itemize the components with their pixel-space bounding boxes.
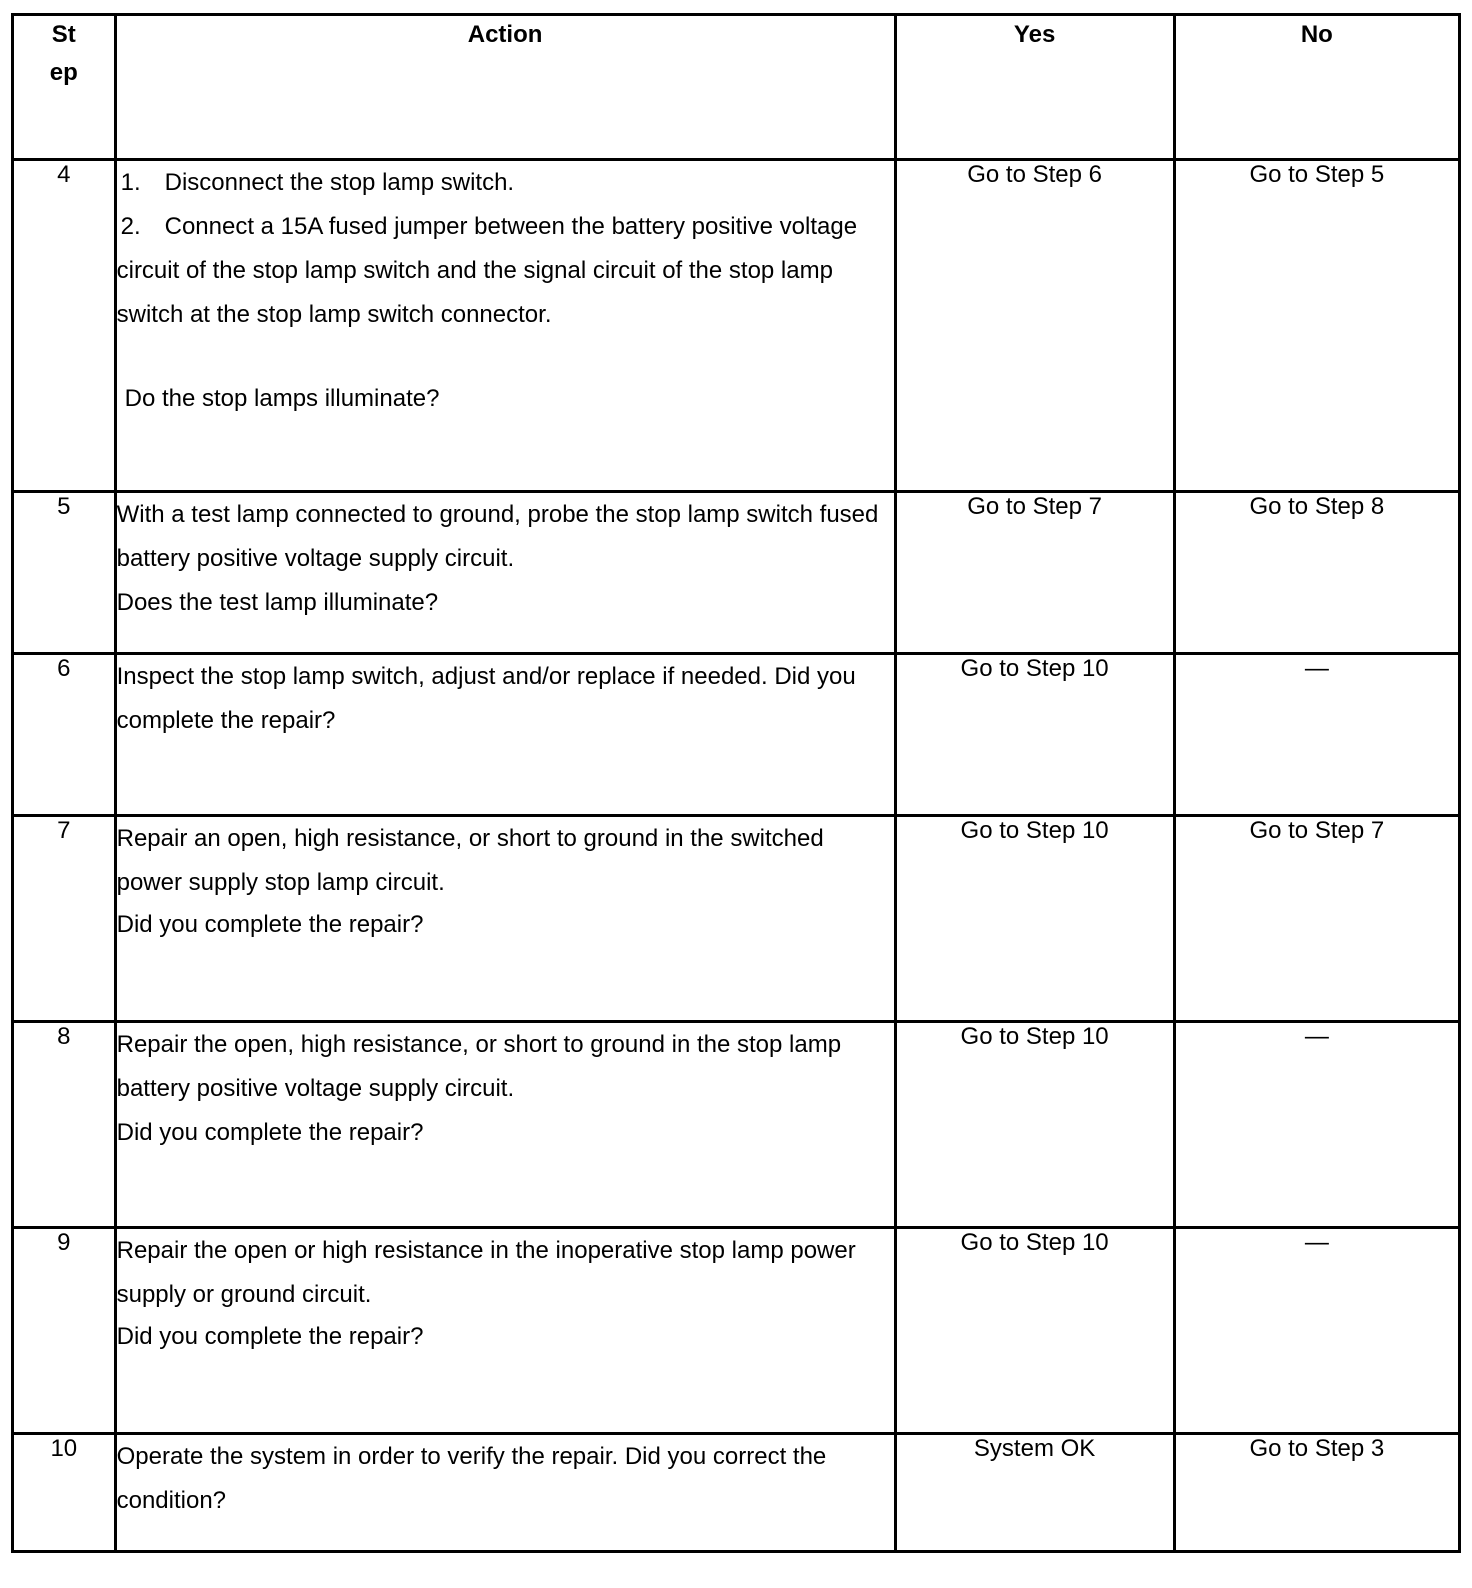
header-yes: Yes <box>895 15 1174 160</box>
step-number: 4 <box>13 160 116 492</box>
step-number: 6 <box>13 654 116 816</box>
no-result: Go to Step 5 <box>1174 160 1459 492</box>
action-question: Did you complete the repair? <box>116 1119 424 1146</box>
action-cell <box>115 816 895 1022</box>
no-result: — <box>1174 1228 1459 1434</box>
yes-result: System OK <box>895 1434 1174 1552</box>
action-text: With a test lamp connected to ground, probe the stop lamp switch fused battery positive voltage supply circuit. <box>116 501 879 572</box>
action-text: Operate the system in order to verify the repair. Did you correct the condition? <box>116 1443 827 1514</box>
table-row-step-5 <box>13 492 1460 654</box>
yes-result: Go to Step 10 <box>895 1022 1174 1228</box>
action-cell <box>115 492 895 654</box>
action-question: Did you complete the repair? <box>116 1323 424 1350</box>
diagnostic-table <box>11 13 1461 1553</box>
no-result: Go to Step 3 <box>1174 1434 1459 1552</box>
header-step-line2: ep <box>49 59 78 86</box>
no-result: Go to Step 8 <box>1174 492 1459 654</box>
action-text: Repair the open or high resistance in the inoperative stop lamp power supply or ground circuit. <box>116 1237 856 1308</box>
table-row-step-9 <box>13 1228 1460 1434</box>
action-text: Repair an open, high resistance, or short to ground in the switched power supply stop lamp circuit. <box>116 825 824 896</box>
header-action: Action <box>115 15 895 160</box>
step-number: 8 <box>13 1022 116 1228</box>
action-list-item: 1. Disconnect the stop lamp switch. <box>120 169 515 196</box>
table-row-step-6 <box>13 654 1460 816</box>
table-header-row <box>13 15 1460 160</box>
action-question: Do the stop lamps illuminate? <box>124 385 440 412</box>
table-row-step-7 <box>13 816 1460 1022</box>
table-row-step-4 <box>13 160 1460 492</box>
yes-result: Go to Step 10 <box>895 816 1174 1022</box>
table-row-step-10 <box>13 1434 1460 1552</box>
action-cell <box>115 1434 895 1552</box>
action-cell <box>115 1022 895 1228</box>
action-text: Inspect the stop lamp switch, adjust and/or replace if needed. Did you complete the repair? <box>116 663 856 734</box>
action-question: Did you complete the repair? <box>116 911 424 938</box>
action-list <box>117 161 894 337</box>
header-step-line1: St <box>51 21 76 48</box>
header-step <box>13 15 116 160</box>
step-number: 9 <box>13 1228 116 1434</box>
yes-result: Go to Step 10 <box>895 1228 1174 1434</box>
yes-result: Go to Step 6 <box>895 160 1174 492</box>
action-text: Repair the open, high resistance, or short to ground in the stop lamp battery positive voltage supply circuit. <box>116 1031 842 1102</box>
no-result: — <box>1174 1022 1459 1228</box>
action-cell <box>115 1228 895 1434</box>
no-result: — <box>1174 654 1459 816</box>
header-no: No <box>1174 15 1459 160</box>
action-question: Does the test lamp illuminate? <box>116 589 439 616</box>
yes-result: Go to Step 7 <box>895 492 1174 654</box>
yes-result: Go to Step 10 <box>895 654 1174 816</box>
no-result: Go to Step 7 <box>1174 816 1459 1022</box>
diagnostic-table-sheet <box>11 13 1461 1579</box>
action-cell <box>115 654 895 816</box>
step-number: 10 <box>13 1434 116 1552</box>
action-list-item: 2. Connect a 15A fused jumper between the battery positive voltage circuit of the stop lamp switch and the signal circuit of the stop lamp switch at the stop lamp switch connector. <box>116 213 858 328</box>
table-row-step-8 <box>13 1022 1460 1228</box>
step-number: 5 <box>13 492 116 654</box>
action-cell <box>115 160 895 492</box>
step-number: 7 <box>13 816 116 1022</box>
